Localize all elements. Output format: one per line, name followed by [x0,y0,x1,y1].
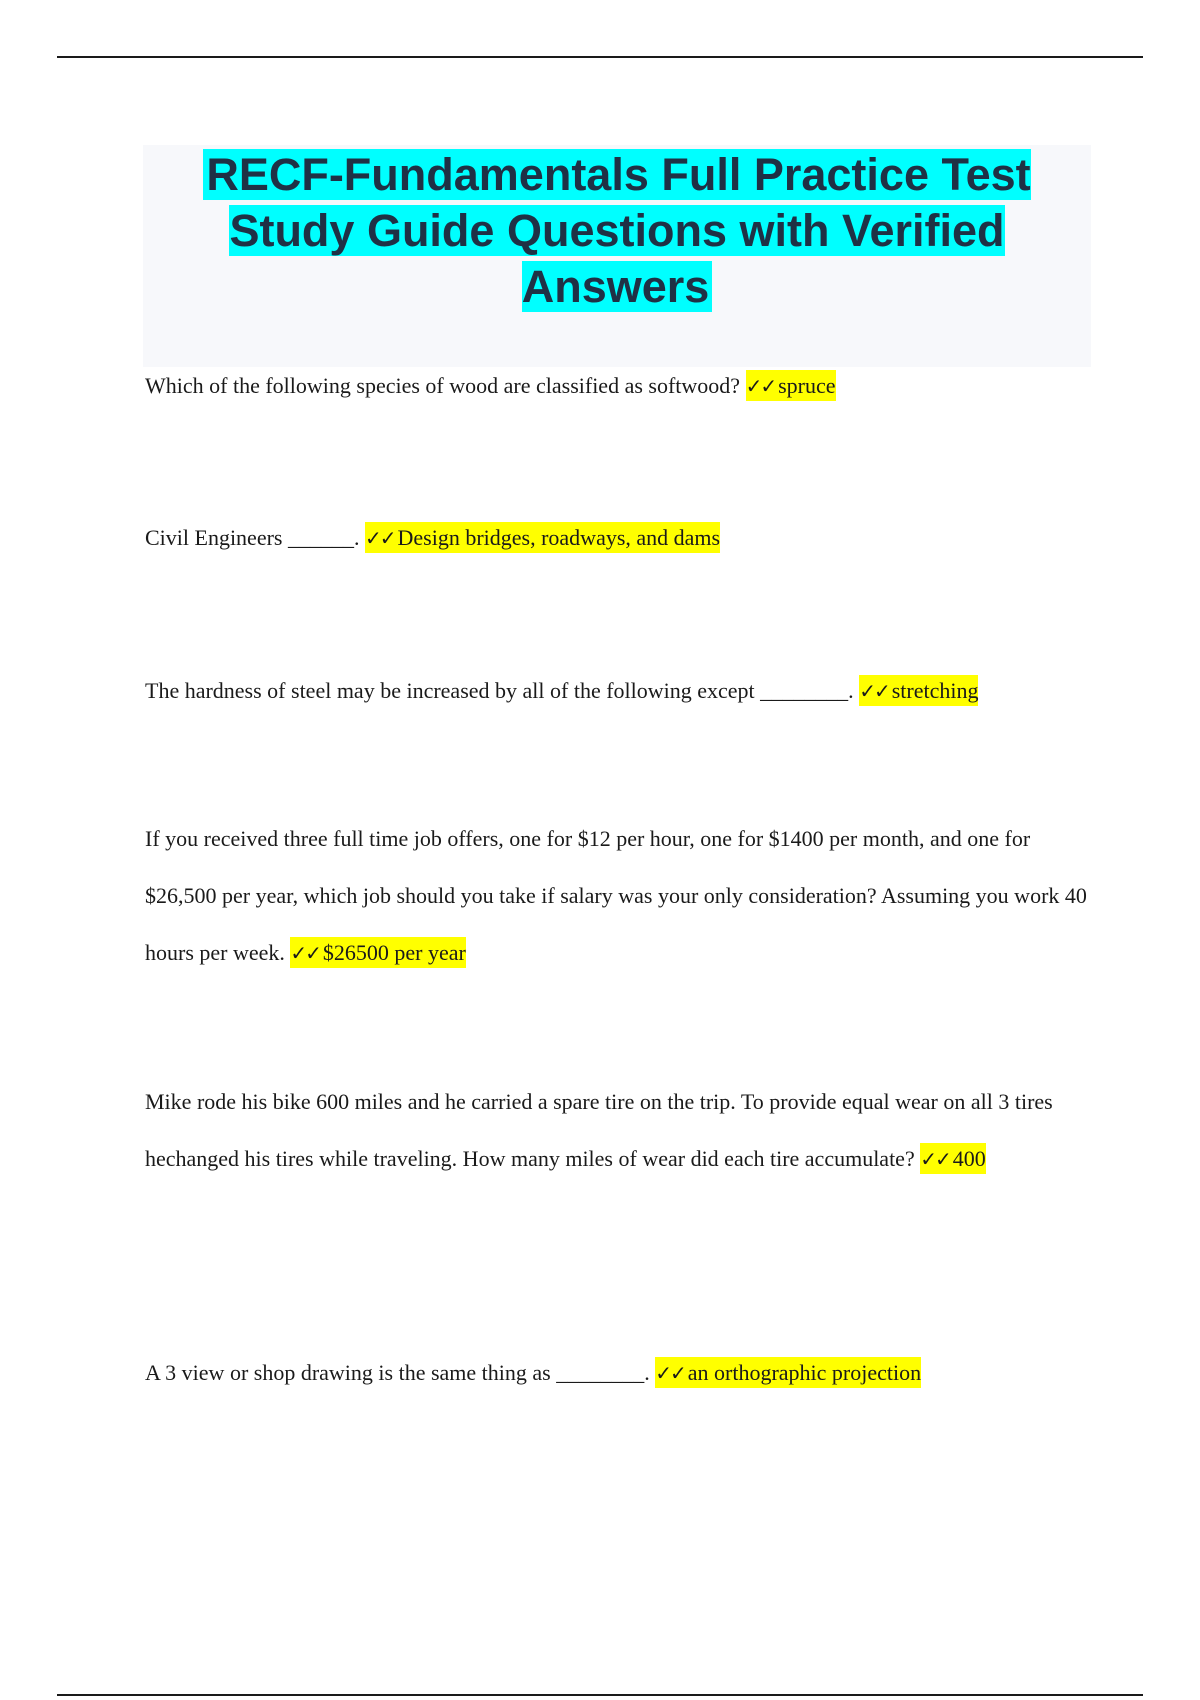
answer-highlight [859,675,978,706]
question-text: A 3 view or shop drawing is the same thing as ________. [145,1360,650,1385]
answer-highlight [655,1357,921,1388]
qa-item-2 [145,509,1095,567]
qa-item-1 [145,357,1095,415]
question-text: If you received three full time job offers, one for $12 per hour, one for $1400 per month, and one for $26,500 per year, which job should you take if salary was your only consideration? Assuming you work 40 hours per week. [145,826,1087,965]
answer-text: an orthographic projection [687,1360,922,1385]
double-check-icon: ✓✓ [745,374,776,398]
qa-item-4 [145,810,1095,982]
footer-rule [57,1694,1143,1696]
qa-item-6 [145,1344,1095,1402]
double-check-icon: ✓✓ [920,1147,950,1171]
question-text: The hardness of steel may be increased by all of the following except ________. [145,678,854,703]
double-check-icon: ✓✓ [655,1361,685,1385]
answer-highlight [920,1143,986,1174]
answer-text: stretching [891,678,979,703]
answer-highlight [365,522,720,553]
answer-highlight [746,370,836,401]
double-check-icon: ✓✓ [364,526,395,550]
answer-text: Design bridges, roadways, and dams [397,525,721,550]
document-title [143,145,1091,315]
question-text: Mike rode his bike 600 miles and he carried a spare tire on the trip. To provide equal wear on all 3 tires hechanged his tires while traveling. How many miles of wear did each tire accumulate? [145,1089,1053,1171]
title-block [143,145,1091,367]
question-text: Civil Engineers ______. [145,525,360,550]
question-text: Which of the following species of wood are classified as softwood? [145,373,741,398]
answer-text: 400 [952,1146,986,1171]
qa-item-3 [145,662,1095,720]
qa-item-5 [145,1073,1095,1188]
double-check-icon: ✓✓ [290,941,320,965]
title-highlight: RECF-Fundamentals Full Practice Test Study Guide Questions with Verified Answers [203,149,1030,312]
double-check-icon: ✓✓ [859,679,889,703]
answer-text: $26500 per year [322,940,466,965]
header-rule [57,56,1143,58]
answer-highlight [290,937,465,968]
answer-text: spruce [778,373,836,398]
